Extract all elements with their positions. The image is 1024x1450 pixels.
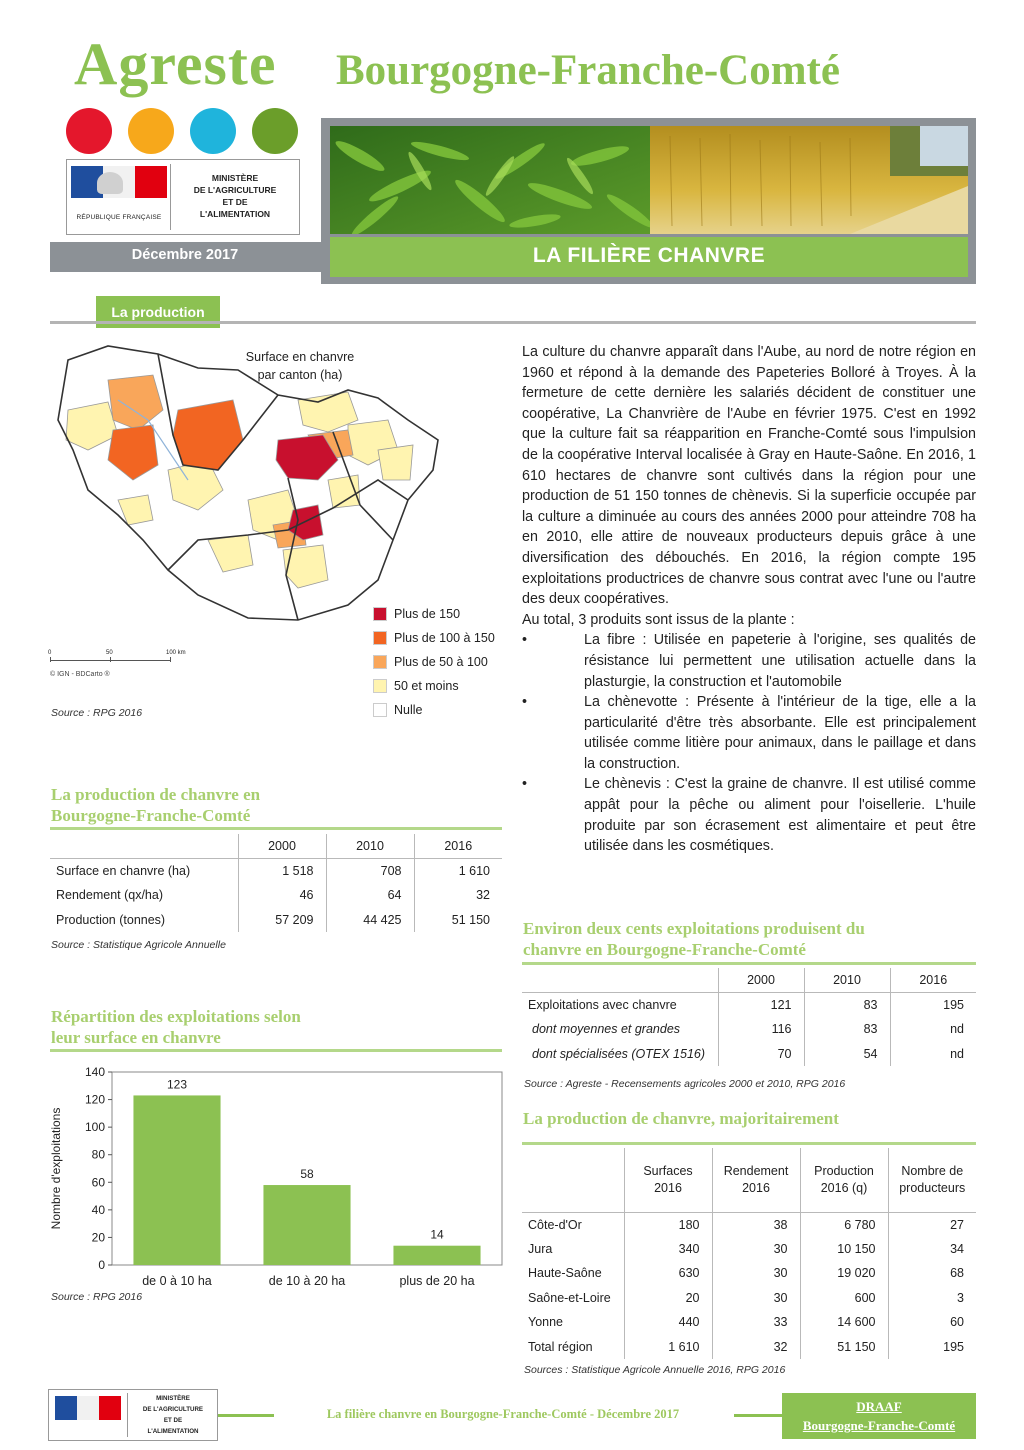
- table1-rule: [50, 827, 502, 830]
- x-category-label: de 10 à 20 ha: [268, 1274, 346, 1288]
- banner-photo: [330, 126, 968, 234]
- table-row: Production (tonnes) 57 209 44 425 51 150: [50, 908, 502, 933]
- y-tick-label: 120: [84, 1092, 105, 1107]
- draaf-region: Bourgogne-Franche-Comté: [802, 1418, 956, 1433]
- map-title: Surface en chanvre par canton (ha): [245, 350, 355, 382]
- legend-item: Plus de 100 à 150: [373, 626, 523, 650]
- legend-swatch: [373, 631, 387, 645]
- year-header: 2000: [238, 834, 326, 859]
- table-row: Rendement (qx/ha) 46 64 32: [50, 883, 502, 908]
- scale-label-0: 0: [48, 650, 52, 656]
- year-header: 2010: [804, 968, 890, 993]
- map-source: Source : RPG 2016: [51, 707, 143, 719]
- year-header: 2016: [890, 968, 976, 993]
- chart-rule: [50, 1049, 502, 1052]
- production-rule: [50, 321, 976, 324]
- legend-swatch: [373, 679, 387, 693]
- table-row-total: Total région 1 610 32 51 150 195: [522, 1335, 976, 1360]
- green-dot: [252, 108, 298, 154]
- column-header: Surfaces 2016: [624, 1148, 712, 1212]
- x-category-label: plus de 20 ha: [399, 1274, 475, 1288]
- table3-source: Sources : Statistique Agricole Annuelle 2016, RPG 2016: [524, 1364, 786, 1376]
- table2-rule: [522, 962, 976, 965]
- bar: [393, 1246, 480, 1265]
- legend-swatch: [373, 607, 387, 621]
- table-row: Exploitations avec chanvre 121 83 195: [522, 993, 976, 1018]
- paragraph: Au total, 3 produits sont issus de la plante :: [522, 611, 795, 628]
- marianne-logo: [71, 166, 167, 204]
- article-text: [522, 342, 976, 857]
- column-header: Rendement 2016: [712, 1148, 800, 1212]
- color-dots: [66, 108, 298, 154]
- table2-source: Source : Agreste - Recensements agricoles 2000 et 2010, RPG 2016: [524, 1078, 846, 1090]
- legend-item: Nulle: [373, 698, 523, 722]
- y-tick-label: 20: [91, 1230, 105, 1245]
- legend-item: 50 et moins: [373, 674, 523, 698]
- year-header: 2016: [414, 834, 502, 859]
- chart-title: Répartition des exploitations selon leur surface en chanvre: [51, 1007, 301, 1047]
- legend-swatch: [373, 655, 387, 669]
- region-title: Bourgogne-Franche-Comté: [336, 47, 840, 94]
- bar: [133, 1095, 220, 1265]
- y-tick-label: 100: [84, 1120, 105, 1135]
- column-header: Production 2016 (q): [800, 1148, 888, 1212]
- chart-source: Source : RPG 2016: [51, 1291, 143, 1303]
- year-header: 2010: [326, 834, 414, 859]
- republic-text: RÉPUBLIQUE FRANÇAISE: [76, 214, 162, 221]
- table2: [522, 968, 976, 1066]
- bar: [263, 1185, 350, 1265]
- table-row: Surface en chanvre (ha) 1 518 708 1 610: [50, 859, 502, 884]
- legend-item: Plus de 50 à 100: [373, 650, 523, 674]
- table2-title: Environ deux cents exploitations produisent du chanvre en Bourgogne-Franche-Comté: [523, 919, 865, 959]
- footer-ministry-logo: [48, 1389, 218, 1441]
- table-row: dont spécialisées (OTEX 1516) 70 54 nd: [522, 1042, 976, 1067]
- bar-value-label: 14: [430, 1227, 444, 1242]
- production-tab-label: La production: [111, 304, 205, 320]
- orange-dot: [128, 108, 174, 154]
- paragraph: La culture du chanvre apparaît dans l'Aube, au nord de notre région en 1960 et répond à la demande des Papeteries Bolloré à Troyes. À la fermeture de cette dernière les salariés décident de constituer une coopérative, La Chanvrière de l'Aube en février 1975. C'est en 1992 que la culture fait sa réapparition en Franche-Comté sous l'impulsion de la coopérative Interval localisée à Gray en Haute-Saône. En 2016, 1 610 hectares de chanvre sont cultivés dans la région pour une production de 51 150 tonnes de chènevis. Si la superficie occupée par la culture a diminuée au cours des années 2000 pour atteindre 708 ha en 2010, elle attire de nouveaux producteurs depuis grâce à une diversification des débouchés. En 2016, la région compte 195 exploitations productrices de chanvre sous contrat avec l'une ou l'autre des deux coopératives.: [522, 344, 976, 608]
- x-category-label: de 0 à 10 ha: [142, 1274, 212, 1288]
- region-map: [48, 340, 448, 640]
- y-tick-label: 80: [91, 1147, 105, 1162]
- footer-ministry-name: MINISTÈRE DE L'AGRICULTURE ET DE L'ALIMENTATION: [142, 1395, 204, 1435]
- table-header-row: [50, 834, 502, 859]
- date-label: Décembre 2017: [131, 247, 239, 263]
- table-header-row: [522, 1148, 976, 1212]
- page-title: LA FILIÈRE CHANVRE: [532, 244, 766, 267]
- y-tick-label: 60: [91, 1175, 105, 1190]
- bullet-item: • Le chènevis : C'est la graine de chanvre. Il est utilisé comme appât pour la pêche ou aliment pour l'oisellerie. L'huile produite par son écrasement est alimentaire et peut être utilisée dans les cosmétiques.: [522, 776, 976, 855]
- bar-value-label: 58: [300, 1167, 314, 1182]
- marianne-logo: [55, 1396, 121, 1422]
- table3-title: La production de chanvre, majoritairement: [523, 1109, 839, 1128]
- table-row: dont moyennes et grandes 116 83 nd: [522, 1017, 976, 1042]
- year-header: 2000: [718, 968, 804, 993]
- map-scale: [48, 650, 190, 668]
- hemp-photo-illustration: [330, 126, 968, 234]
- y-tick-label: 0: [98, 1258, 105, 1272]
- bar-chart: [44, 1062, 504, 1292]
- table1-source: Source : Statistique Agricole Annuelle: [51, 939, 226, 951]
- brand-title: Agreste: [74, 31, 277, 97]
- table-row: Côte-d'Or 180 38 6 780 27: [522, 1212, 976, 1237]
- map-copyright: © IGN - BDCarto ®: [50, 671, 110, 678]
- table-row: Jura 340 30 10 150 34: [522, 1237, 976, 1262]
- legend-item: Plus de 150: [373, 602, 523, 626]
- table1: [50, 834, 502, 932]
- bullet-item: • La fibre : Utilisée en papeterie à l'origine, ses qualités de résistance lui permettent une utilisation actuelle dans la plasturgie, la construction et l'automobile: [522, 632, 976, 690]
- table3: [522, 1148, 976, 1359]
- draaf-badge: [782, 1393, 976, 1439]
- ministry-name: MINISTÈRE DE L'AGRICULTURE ET DE L'ALIMENTATION: [193, 173, 277, 219]
- table-header-row: [522, 968, 976, 993]
- table1-title: La production de chanvre en Bourgogne-Franche-Comté: [51, 785, 261, 825]
- scale-label-100: 100 km: [166, 650, 186, 656]
- table3-rule: [522, 1142, 976, 1145]
- map-legend: [373, 602, 523, 722]
- blue-dot: [190, 108, 236, 154]
- y-axis-label: Nombre d'exploitations: [49, 1107, 63, 1230]
- red-dot: [66, 108, 112, 154]
- footer-rule-right: [734, 1414, 782, 1417]
- legend-swatch: [373, 703, 387, 717]
- table-row: Yonne 440 33 14 600 60: [522, 1310, 976, 1335]
- bullet-item: • La chènevotte : Présente à l'intérieur de la tige, elle a la particularité d'être très absorbante. Elle est principalement utilisée comme litière pour animaux, dans le paillage et dans la construction.: [522, 694, 976, 772]
- ministry-logo: [66, 159, 300, 235]
- bar-value-label: 123: [166, 1077, 188, 1092]
- draaf-label: DRAAF: [856, 1399, 902, 1414]
- scale-label-50: 50: [106, 650, 113, 656]
- footer-caption: La filière chanvre en Bourgogne-Franche-Comté - Décembre 2017: [326, 1407, 680, 1421]
- table-row: Haute-Saône 630 30 19 020 68: [522, 1261, 976, 1286]
- table-row: Saône-et-Loire 20 30 600 3: [522, 1286, 976, 1311]
- y-tick-label: 40: [91, 1202, 105, 1217]
- y-tick-label: 140: [84, 1065, 105, 1079]
- footer-rule-left: [218, 1414, 274, 1417]
- column-header: Nombre de producteurs: [888, 1148, 976, 1212]
